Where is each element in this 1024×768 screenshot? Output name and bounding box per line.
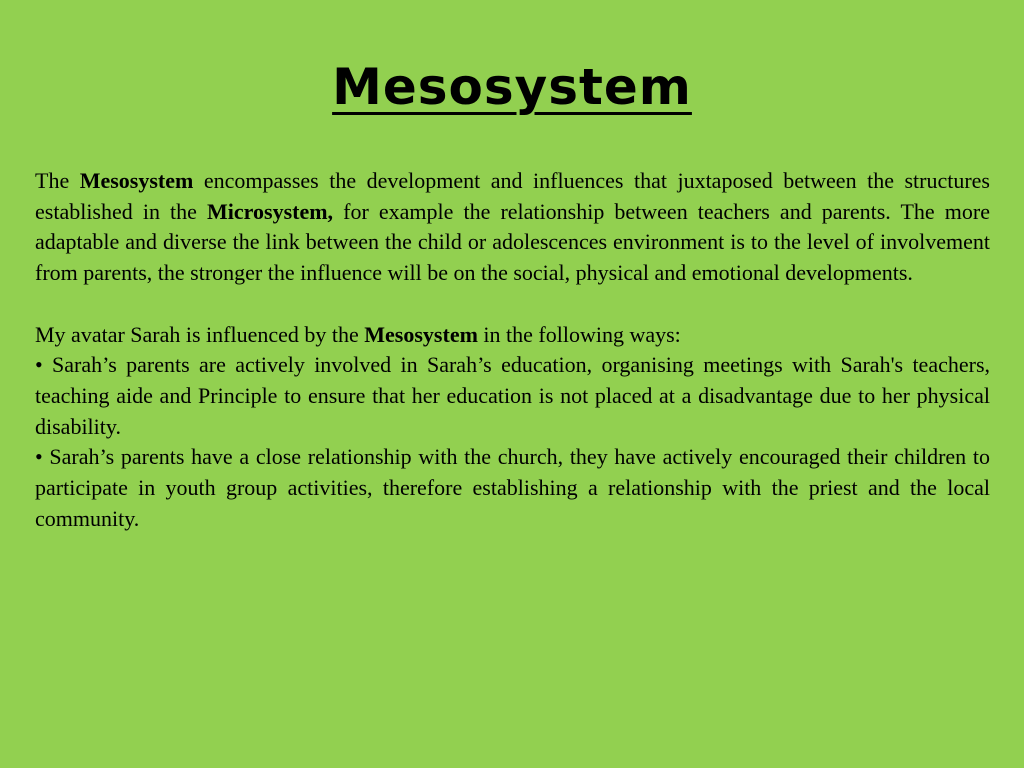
bullet-text-2: Sarah’s parents have a close relationship with the church, they have actively encouraged their children to participate in youth group activities, therefore establishing a relationship with the priest and the local community. xyxy=(35,444,991,531)
paragraph-text-1: The xyxy=(35,168,80,193)
bullet-item-1 xyxy=(35,350,990,442)
slide-title xyxy=(0,52,1024,122)
slide-body xyxy=(35,166,990,534)
paragraph-text-3: for example the relationship between teachers and parents. The more adaptable and diverse the link between the child or adolescences environment is to the level of involvement from parents, the stronger the influence will be on the social, physical and emotional developments. xyxy=(35,198,990,286)
term-mesosystem: Mesosystem xyxy=(79,168,194,193)
paragraph-text-2: encompasses the development and influences that juxtaposed between the structures established in the xyxy=(35,168,990,224)
intro-term-mesosystem: Mesosystem xyxy=(364,321,478,347)
bullet-item-2 xyxy=(35,442,990,534)
paragraph-spacer xyxy=(35,289,990,320)
bullet-icon: • xyxy=(35,352,43,378)
intro-text-2: in the following ways: xyxy=(477,321,681,347)
bullet-icon: • xyxy=(35,444,43,470)
intro-text-1: My avatar Sarah is influenced by the xyxy=(35,321,365,347)
intro-line xyxy=(35,320,990,351)
paragraph-description xyxy=(35,166,990,289)
slide-title-text: Mesosystem xyxy=(332,58,692,116)
term-microsystem: Microsystem, xyxy=(207,198,334,224)
bullet-text-1: Sarah’s parents are actively involved in Sarah’s education, organising meetings with Sarah's teachers, teaching aide and Principle to ensure that her education is not placed at a disadvantage due to her physical disability. xyxy=(35,352,991,439)
